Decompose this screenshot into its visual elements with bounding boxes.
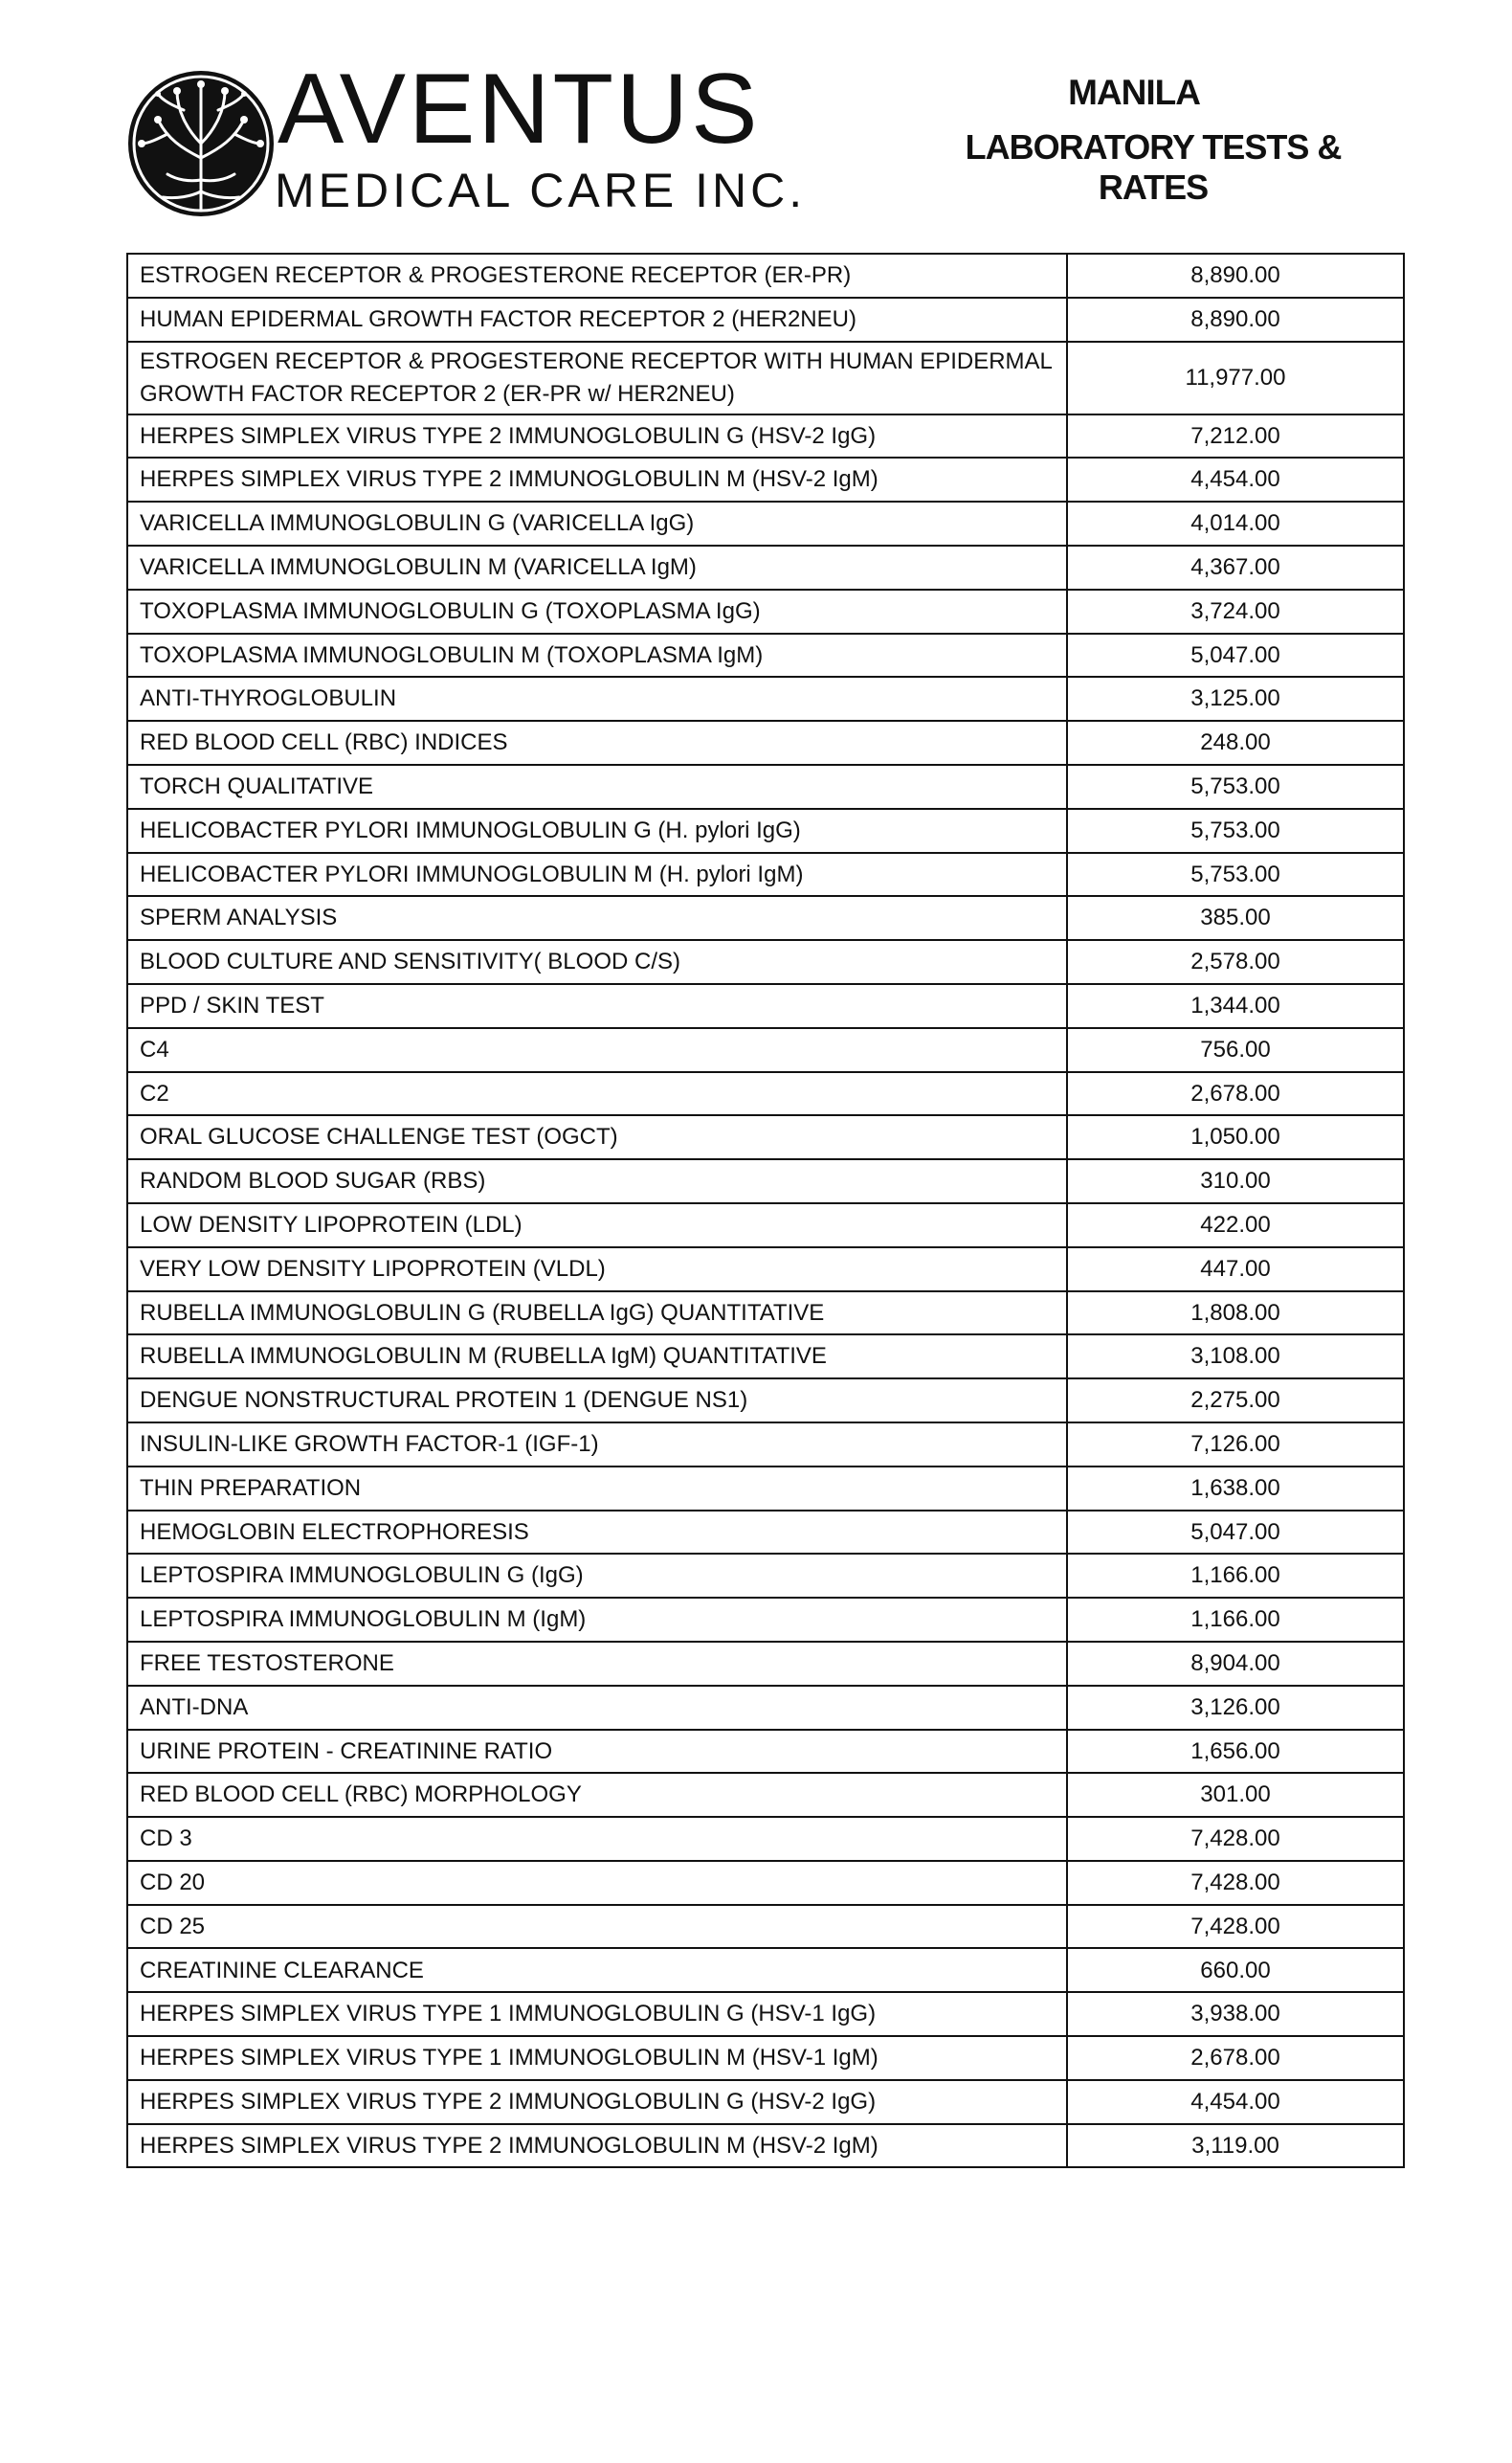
test-rate-cell: 4,454.00 [1067,2080,1404,2124]
test-name-cell: HERPES SIMPLEX VIRUS TYPE 2 IMMUNOGLOBULIN G (HSV-2 IgG) [127,2080,1067,2124]
test-name-cell: HEMOGLOBIN ELECTROPHORESIS [127,1511,1067,1555]
test-rate-cell: 8,890.00 [1067,254,1404,298]
test-name-cell: VARICELLA IMMUNOGLOBULIN M (VARICELLA IgM) [127,546,1067,590]
test-rate-cell: 5,753.00 [1067,809,1404,853]
test-name-cell: HUMAN EPIDERMAL GROWTH FACTOR RECEPTOR 2 (HER2NEU) [127,298,1067,342]
test-rate-cell: 3,938.00 [1067,1992,1404,2036]
table-row [127,853,1404,897]
test-name-cell: FREE TESTOSTERONE [127,1642,1067,1686]
test-rate-cell: 248.00 [1067,721,1404,765]
table-row [127,458,1404,502]
table-row [127,1422,1404,1467]
table-row [127,1642,1404,1686]
table-row [127,677,1404,721]
test-name-cell: CD 25 [127,1905,1067,1949]
brand-subtitle: MEDICAL CARE INC. [275,164,807,217]
test-name-cell: CREATININE CLEARANCE [127,1948,1067,1992]
table-row [127,1511,1404,1555]
test-rate-cell: 7,428.00 [1067,1861,1404,1905]
test-rate-cell: 7,428.00 [1067,1905,1404,1949]
test-rate-cell: 422.00 [1067,1203,1404,1247]
table-row [127,414,1404,459]
test-name-cell: BLOOD CULTURE AND SENSITIVITY( BLOOD C/S) [127,940,1067,984]
test-rate-cell: 5,047.00 [1067,634,1404,678]
table-row [127,1467,1404,1511]
test-name-cell: INSULIN-LIKE GROWTH FACTOR-1 (IGF-1) [127,1422,1067,1467]
brand-name: AVENTUS [278,54,761,165]
table-row [127,546,1404,590]
rates-table-body [127,254,1404,2167]
test-rate-cell: 7,428.00 [1067,1817,1404,1861]
page-header [0,0,1512,239]
table-row [127,1730,1404,1774]
test-rate-cell: 660.00 [1067,1948,1404,1992]
test-rate-cell: 2,275.00 [1067,1378,1404,1422]
table-row [127,298,1404,342]
rates-table [126,253,1405,2168]
test-name-cell: HELICOBACTER PYLORI IMMUNOGLOBULIN M (H. pylori IgM) [127,853,1067,897]
test-rate-cell: 4,014.00 [1067,502,1404,546]
test-rate-cell: 7,212.00 [1067,414,1404,459]
test-name-cell: SPERM ANALYSIS [127,896,1067,940]
test-rate-cell: 5,753.00 [1067,765,1404,809]
test-name-cell: HERPES SIMPLEX VIRUS TYPE 2 IMMUNOGLOBULIN M (HSV-2 IgM) [127,2124,1067,2168]
table-row [127,1247,1404,1291]
table-row [127,1291,1404,1335]
table-row [127,2036,1404,2080]
table-row [127,940,1404,984]
table-row [127,896,1404,940]
test-rate-cell: 1,166.00 [1067,1554,1404,1598]
test-name-cell: THIN PREPARATION [127,1467,1067,1511]
test-rate-cell: 8,890.00 [1067,298,1404,342]
test-rate-cell: 1,050.00 [1067,1115,1404,1159]
test-name-cell: TORCH QUALITATIVE [127,765,1067,809]
test-name-cell: HERPES SIMPLEX VIRUS TYPE 2 IMMUNOGLOBULIN M (HSV-2 IgM) [127,458,1067,502]
test-name-cell: LOW DENSITY LIPOPROTEIN (LDL) [127,1203,1067,1247]
table-row [127,1861,1404,1905]
test-name-cell: VERY LOW DENSITY LIPOPROTEIN (VLDL) [127,1247,1067,1291]
test-name-cell: ESTROGEN RECEPTOR & PROGESTERONE RECEPTOR WITH HUMAN EPIDERMAL GROWTH FACTOR RECEPTOR 2 (ER-PR w/ HER2NEU) [127,342,1067,414]
test-name-cell: CD 3 [127,1817,1067,1861]
test-rate-cell: 301.00 [1067,1773,1404,1817]
table-row [127,1159,1404,1203]
test-name-cell: LEPTOSPIRA IMMUNOGLOBULIN G (IgG) [127,1554,1067,1598]
test-rate-cell: 4,454.00 [1067,458,1404,502]
table-row [127,1203,1404,1247]
test-name-cell: HERPES SIMPLEX VIRUS TYPE 1 IMMUNOGLOBULIN G (HSV-1 IgG) [127,1992,1067,2036]
table-row [127,254,1404,298]
test-rate-cell: 4,367.00 [1067,546,1404,590]
test-rate-cell: 2,578.00 [1067,940,1404,984]
table-row [127,1905,1404,1949]
test-rate-cell: 5,753.00 [1067,853,1404,897]
test-name-cell: C2 [127,1072,1067,1116]
test-rate-cell: 7,126.00 [1067,1422,1404,1467]
test-rate-cell: 5,047.00 [1067,1511,1404,1555]
table-row [127,1554,1404,1598]
table-row [127,1028,1404,1072]
table-row [127,2080,1404,2124]
test-rate-cell: 1,344.00 [1067,984,1404,1028]
tree-logo-icon [124,67,278,220]
test-rate-cell: 1,656.00 [1067,1730,1404,1774]
table-row [127,721,1404,765]
test-rate-cell: 3,119.00 [1067,2124,1404,2168]
test-name-cell: HERPES SIMPLEX VIRUS TYPE 2 IMMUNOGLOBULIN G (HSV-2 IgG) [127,414,1067,459]
test-name-cell: VARICELLA IMMUNOGLOBULIN G (VARICELLA IgG) [127,502,1067,546]
test-rate-cell: 1,166.00 [1067,1598,1404,1642]
test-rate-cell: 11,977.00 [1067,342,1404,414]
table-row [127,502,1404,546]
test-name-cell: RANDOM BLOOD SUGAR (RBS) [127,1159,1067,1203]
test-name-cell: ESTROGEN RECEPTOR & PROGESTERONE RECEPTOR (ER-PR) [127,254,1067,298]
test-rate-cell: 447.00 [1067,1247,1404,1291]
table-row [127,1072,1404,1116]
table-row [127,1686,1404,1730]
test-name-cell: RUBELLA IMMUNOGLOBULIN M (RUBELLA IgM) QUANTITATIVE [127,1334,1067,1378]
test-rate-cell: 385.00 [1067,896,1404,940]
table-row [127,1948,1404,1992]
test-name-cell: PPD / SKIN TEST [127,984,1067,1028]
table-row [127,984,1404,1028]
table-row [127,1378,1404,1422]
test-rate-cell: 3,126.00 [1067,1686,1404,1730]
test-rate-cell: 3,108.00 [1067,1334,1404,1378]
test-name-cell: ORAL GLUCOSE CHALLENGE TEST (OGCT) [127,1115,1067,1159]
test-name-cell: DENGUE NONSTRUCTURAL PROTEIN 1 (DENGUE NS1) [127,1378,1067,1422]
table-row [127,1115,1404,1159]
test-name-cell: ANTI-THYROGLOBULIN [127,677,1067,721]
table-row [127,809,1404,853]
test-name-cell: HERPES SIMPLEX VIRUS TYPE 1 IMMUNOGLOBULIN M (HSV-1 IgM) [127,2036,1067,2080]
test-rate-cell: 8,904.00 [1067,1642,1404,1686]
table-row [127,1817,1404,1861]
test-name-cell: C4 [127,1028,1067,1072]
test-name-cell: ANTI-DNA [127,1686,1067,1730]
table-row [127,765,1404,809]
table-row [127,1598,1404,1642]
test-name-cell: RED BLOOD CELL (RBC) INDICES [127,721,1067,765]
table-row [127,2124,1404,2168]
test-name-cell: RUBELLA IMMUNOGLOBULIN G (RUBELLA IgG) QUANTITATIVE [127,1291,1067,1335]
test-name-cell: TOXOPLASMA IMMUNOGLOBULIN M (TOXOPLASMA IgM) [127,634,1067,678]
table-row [127,1992,1404,2036]
test-rate-cell: 3,125.00 [1067,677,1404,721]
table-row [127,590,1404,634]
table-row [127,634,1404,678]
table-row [127,1773,1404,1817]
test-name-cell: URINE PROTEIN - CREATININE RATIO [127,1730,1067,1774]
test-rate-cell: 1,638.00 [1067,1467,1404,1511]
test-name-cell: HELICOBACTER PYLORI IMMUNOGLOBULIN G (H. pylori IgG) [127,809,1067,853]
table-row [127,1334,1404,1378]
table-row [127,342,1404,414]
test-rate-cell: 310.00 [1067,1159,1404,1203]
test-rate-cell: 3,724.00 [1067,590,1404,634]
test-rate-cell: 756.00 [1067,1028,1404,1072]
page-title: LABORATORY TESTS & RATES [965,127,1342,207]
region-label: MANILA [1068,73,1200,112]
test-name-cell: RED BLOOD CELL (RBC) MORPHOLOGY [127,1773,1067,1817]
test-rate-cell: 1,808.00 [1067,1291,1404,1335]
test-rate-cell: 2,678.00 [1067,2036,1404,2080]
test-name-cell: LEPTOSPIRA IMMUNOGLOBULIN M (IgM) [127,1598,1067,1642]
test-name-cell: TOXOPLASMA IMMUNOGLOBULIN G (TOXOPLASMA IgG) [127,590,1067,634]
test-name-cell: CD 20 [127,1861,1067,1905]
test-rate-cell: 2,678.00 [1067,1072,1404,1116]
